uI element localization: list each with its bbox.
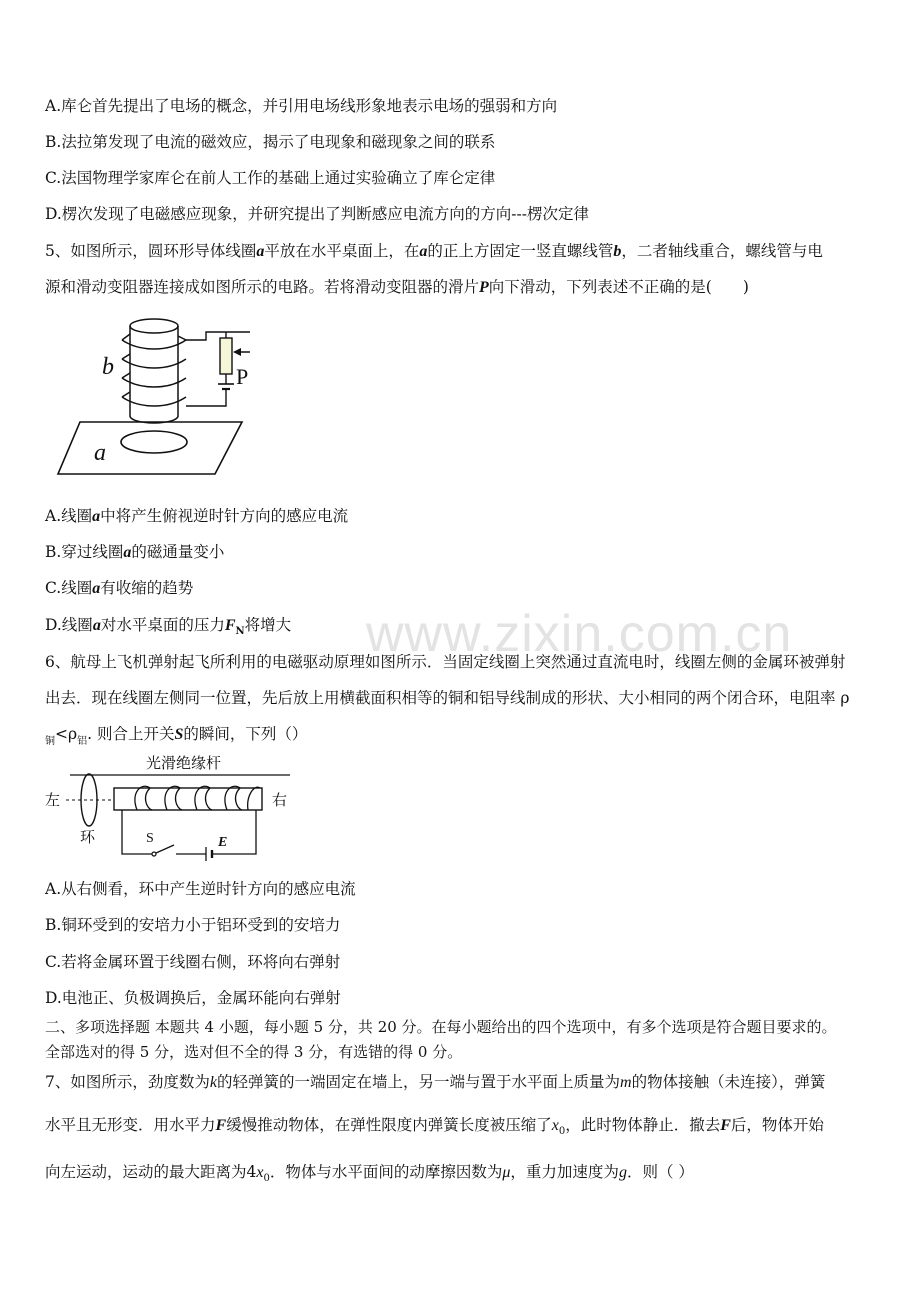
q6-stem-line-1: 6、航母上飞机弹射起飞所利用的电磁驱动原理如图所示．当固定线圈上突然通过直流电时，线圈左侧的金属环被弹射 [45,653,846,671]
q7-stem-line-3: 向左运动，运动的最大距离为$4x_0$．物体与水平面间的动摩擦因数为μ，重力加速度为g．则（ ） [45,1163,694,1184]
q7-stem-line-2: 水平且无形变．用水平力F缓慢推动物体，在弹性限度内弹簧长度被压缩了$x_0$，此时物体静止．撤去F后，物体开始 [45,1116,824,1137]
label-right: 右 [272,791,288,809]
q5-option-b: B.穿过线圈a的磁通量变小 [45,543,225,561]
rod-title: 光滑绝缘杆 [146,754,222,772]
q4-option-a: A.库仑首先提出了电场的概念，并引用电场线形象地表示电场的强弱和方向 [45,97,558,115]
section-2-heading: 二、多项选择题 本题共 4 小题，每小题 5 分，共 20 分。在每小题给出的四个选项中，有多个选项是符合题目要求的。 [45,1018,837,1036]
label-battery: E [218,835,228,850]
q6-option-b: B.铜环受到的安培力小于铝环受到的安培力 [45,916,341,934]
table-surface [58,422,242,474]
q6-electromagnetic-launch-figure [42,752,302,864]
q6-stem-line-3: $_铜<\rho_铝$. 则合上开关S的瞬间，下列（） [45,725,308,747]
solenoid-b [122,319,186,423]
slide-rheostat [220,338,232,374]
switch-s [156,845,174,853]
q5-solenoid-coil-figure [50,312,250,480]
q6-option-d: D.电池正、负极调换后，金属环能向右弹射 [45,989,341,1007]
q5-stem-line-1: 5、如图所示，圆环形导体线圈a平放在水平桌面上，在a的正上方固定一竖直螺线管b，二者轴线重合，螺线管与电 [45,242,823,260]
label-ring: 环 [80,828,96,846]
wire-bottom [186,389,226,406]
watermark: www.zixin.com.cn [366,605,793,663]
q7-stem-line-1: 7、如图所示，劲度数为k的轻弹簧的一端固定在墙上，另一端与置于水平面上质量为m的物体接触（未连接），弹簧 [45,1073,826,1091]
label-switch: S [146,831,154,846]
q6-stem-line-2: 出去．现在线圈左侧同一位置，先后放上用横截面积相等的铜和铝导线制成的形状、大小相同的两个闭合环，电阻率 ρ [45,689,850,707]
q5-option-d: D.线圈a对水平桌面的压力$F_N$将增大 [45,616,292,637]
q5-option-a: A.线圈a中将产生俯视逆时针方向的感应电流 [45,507,349,525]
q4-option-c: C.法国物理学家库仑在前人工作的基础上通过实验确立了库仑定律 [45,169,496,187]
label-b: b [102,354,114,380]
wire-top [186,332,250,340]
label-p: P [236,364,249,389]
metal-ring [81,774,97,826]
q5-stem-line-2: 源和滑动变阻器连接成如图所示的电路。若将滑动变阻器的滑片P向下滑动，下列表述不正确的是( ) [45,278,749,296]
q6-option-a: A.从右侧看，环中产生逆时针方向的感应电流 [45,880,356,898]
q6-option-c: C.若将金属环置于线圈右侧，环将向右弹射 [45,953,341,971]
coil-windings [135,786,260,810]
coil-a [121,431,187,453]
q4-option-b: B.法拉第发现了电流的磁效应，揭示了电现象和磁现象之间的联系 [45,133,496,151]
label-a: a [94,440,106,466]
label-left: 左 [45,791,61,809]
q4-option-d: D.楞次发现了电磁感应现象，并研究提出了判断感应电流方向的方向---楞次定律 [45,205,590,223]
q5-option-c: C.线圈a有收缩的趋势 [45,579,194,597]
section-2-scoring: 全部选对的得 5 分，选对但不全的得 3 分，有选错的得 0 分。 [45,1043,463,1061]
slider-arrow-icon [233,348,241,356]
slider-wire [236,332,250,352]
